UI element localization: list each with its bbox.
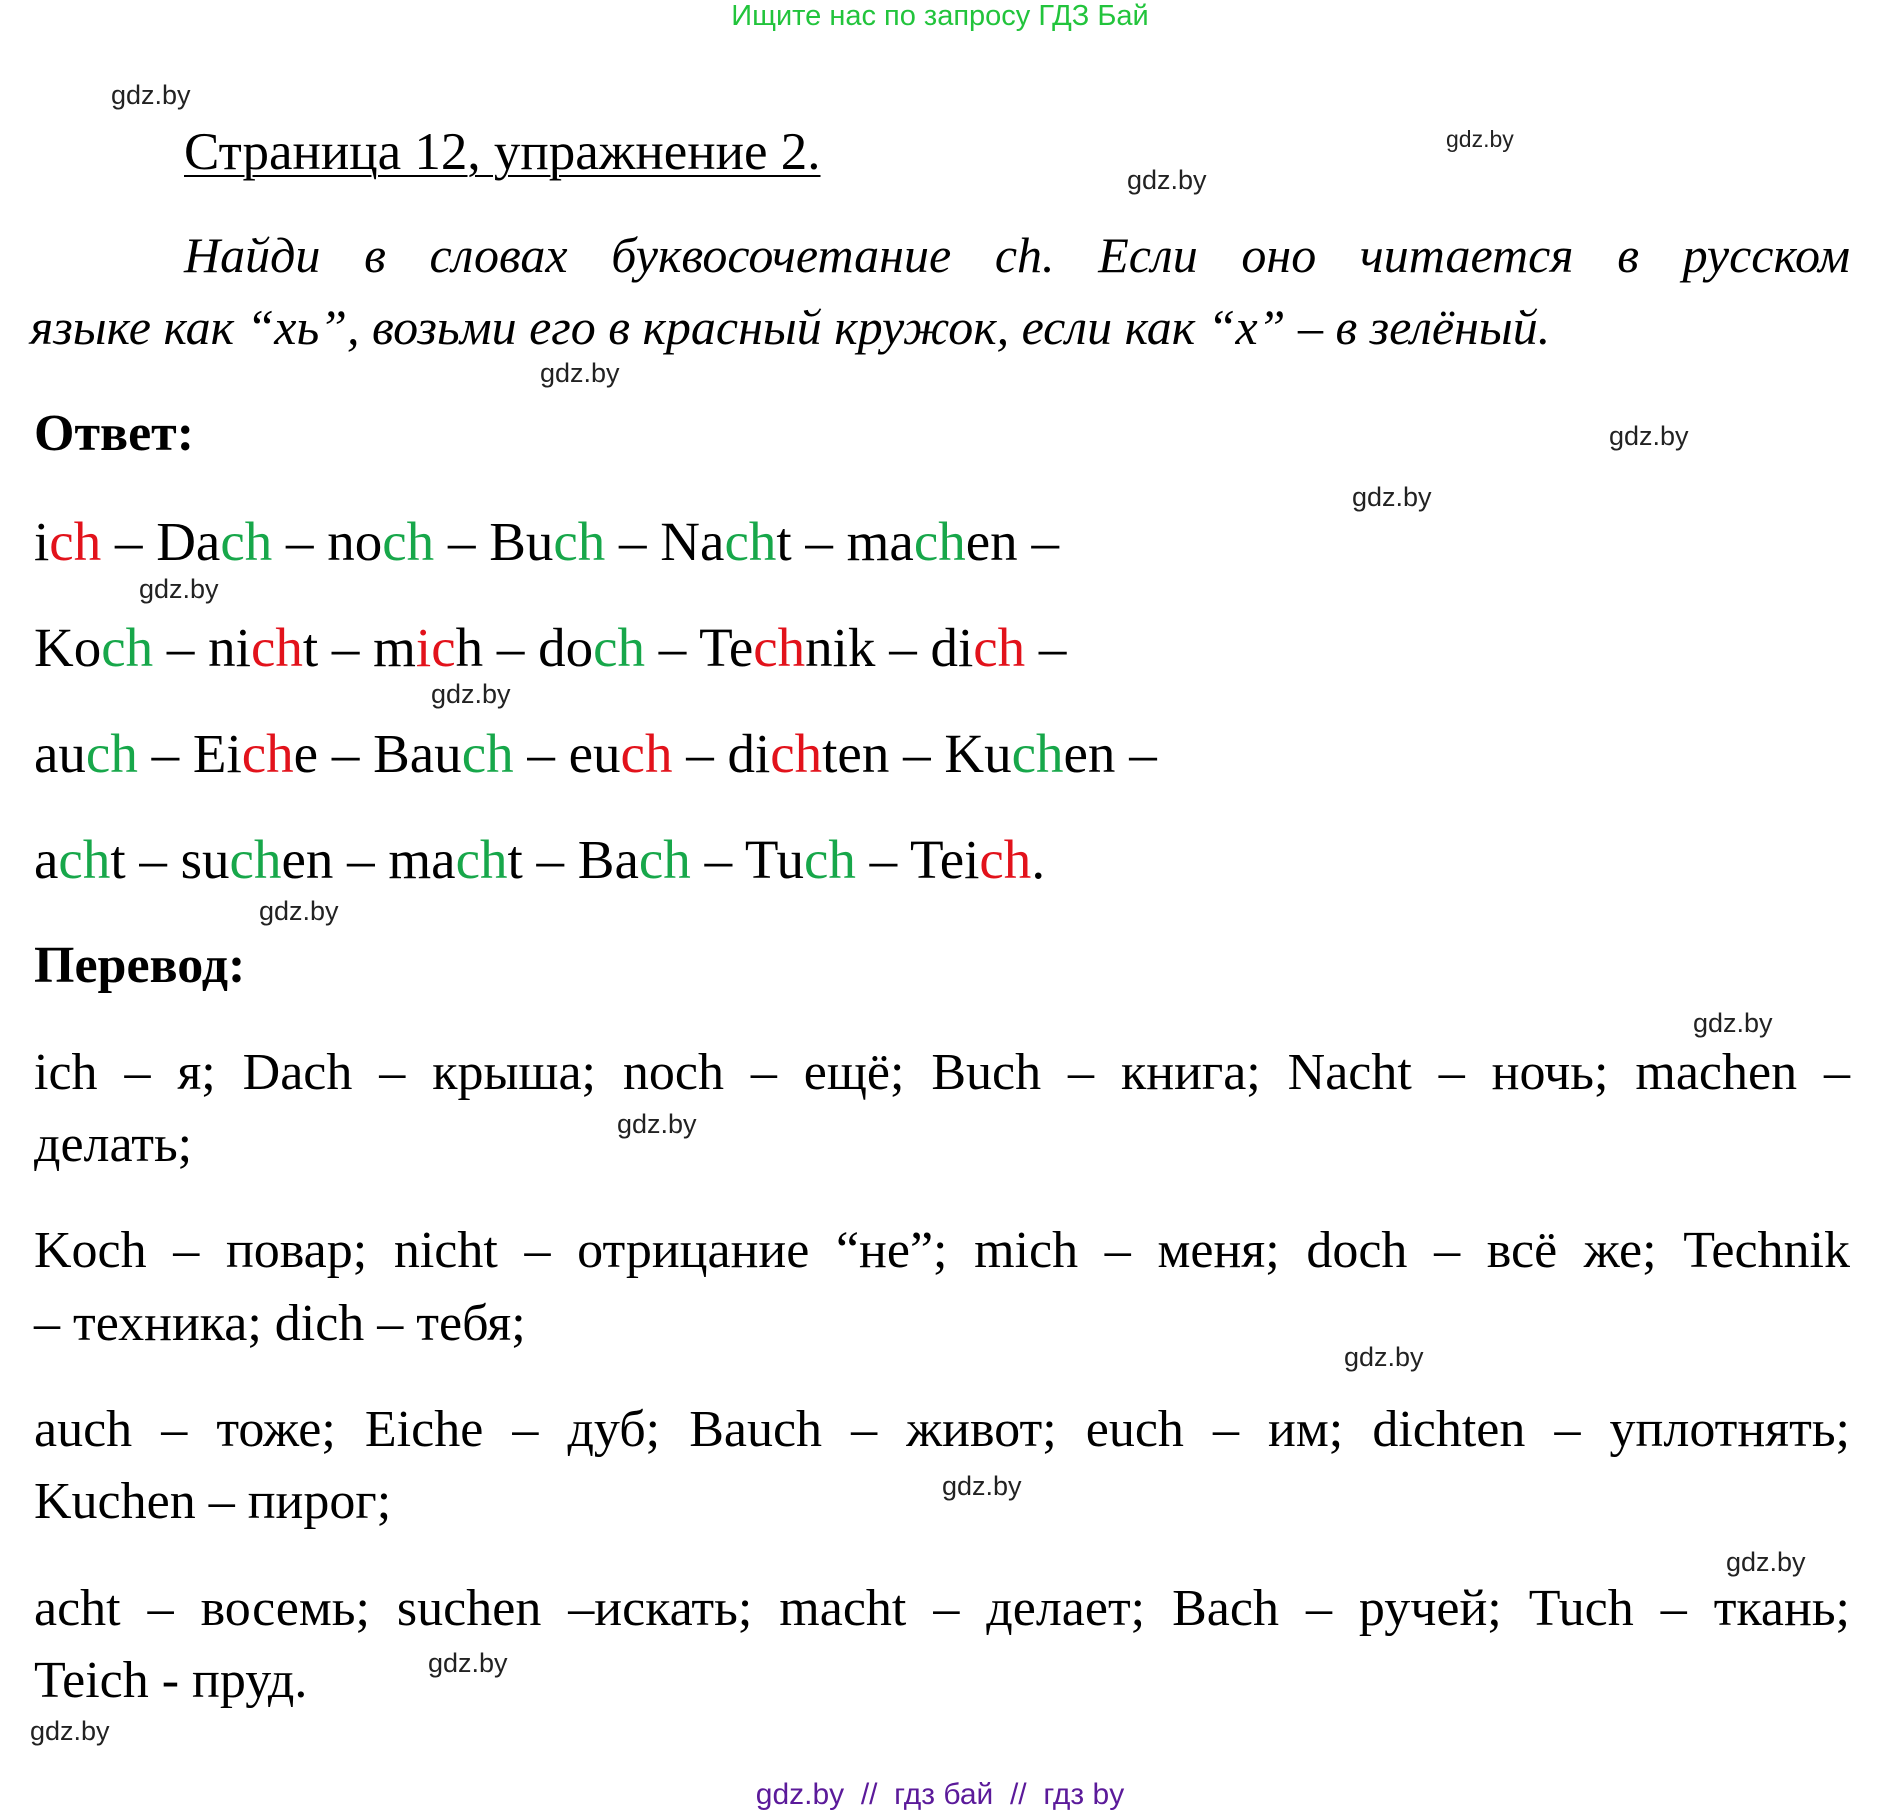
- watermark: gdz.by: [1693, 1008, 1773, 1038]
- word-part: di: [727, 723, 771, 784]
- highlight-green: ch: [638, 829, 691, 890]
- watermark: gdz.by: [942, 1471, 1022, 1501]
- highlight-green: ch: [220, 511, 273, 572]
- dash-separator: –: [318, 723, 374, 784]
- highlight-red: ch: [620, 723, 673, 784]
- answer-word: [538, 617, 645, 678]
- dash-separator: –: [318, 617, 374, 678]
- word-part: Da: [156, 511, 221, 572]
- highlight-green: ch: [1011, 723, 1064, 784]
- task-text-line-2: языке как “хь”, возьми его в красный кружок, если как “х” – в зелёный.: [30, 299, 1551, 355]
- word-part: Ku: [944, 723, 1012, 784]
- word-part: ma: [388, 829, 456, 890]
- watermark: gdz.by: [540, 358, 620, 388]
- dash-separator: –: [791, 511, 847, 572]
- watermark: gdz.by: [1127, 165, 1207, 195]
- translation-line: делать;: [34, 1116, 193, 1173]
- answer-word: [181, 829, 334, 890]
- word-part: Ba: [577, 829, 639, 890]
- page-title: Страница 12, упражнение 2.: [184, 123, 821, 181]
- highlight-red: ch: [49, 511, 102, 572]
- word-part: no: [327, 511, 383, 572]
- translation-line: acht – восемь; suchen –искать; macht – делает; Bach – ручей; Tuch – ткань;: [34, 1580, 1850, 1637]
- highlight-red: ch: [241, 723, 294, 784]
- word-part: Te: [699, 617, 754, 678]
- highlight-red: ch: [250, 617, 303, 678]
- translation-line: Koch – повар; nicht – отрицание “не”; mich – меня; doch – всё же; Technik: [34, 1222, 1850, 1279]
- word-part: nik: [805, 617, 876, 678]
- highlight-green: ch: [461, 723, 514, 784]
- dash-separator: –: [690, 829, 745, 890]
- word-part: t: [110, 829, 126, 890]
- answer-word: [373, 617, 483, 678]
- answer-heading: Ответ:: [34, 405, 195, 462]
- answer-line: [34, 828, 1045, 891]
- highlight-green: ch: [913, 511, 966, 572]
- word-part: di: [930, 617, 974, 678]
- highlight-green: ch: [724, 511, 777, 572]
- word-part: i: [34, 511, 50, 572]
- footer-links: gdz.by // гдз бай // гдз by: [755, 1778, 1125, 1811]
- answer-word: [373, 723, 514, 784]
- dash-separator: –: [101, 511, 157, 572]
- answer-word: [930, 617, 1025, 678]
- answer-word: [910, 829, 1031, 890]
- word-part: Na: [660, 511, 725, 572]
- word-part: su: [180, 829, 230, 890]
- word-part: Tei: [909, 829, 980, 890]
- watermark: gdz.by: [1446, 126, 1514, 152]
- word-part: t: [507, 829, 523, 890]
- word-part: Bau: [373, 723, 462, 784]
- watermark: gdz.by: [30, 1716, 110, 1746]
- answer-word: [727, 723, 889, 784]
- word-part: Bu: [489, 511, 554, 572]
- answer-word: [745, 829, 856, 890]
- answer-word: [156, 511, 272, 572]
- word-part: a: [34, 829, 59, 890]
- watermark: gdz.by: [431, 679, 511, 709]
- word-part: ni: [208, 617, 251, 678]
- watermark: gdz.by: [1726, 1547, 1806, 1577]
- word-part: en: [281, 829, 334, 890]
- translation-line: ich – я; Dach – крыша; noch – ещё; Buch – книга; Nacht – ночь; machen –: [34, 1044, 1850, 1101]
- answer-word: [34, 511, 101, 572]
- task-text-line-1: Найди в словах буквосочетание ch. Если оно читается в русском: [184, 227, 1850, 283]
- answer-word: [489, 511, 605, 572]
- dash-separator: –: [605, 511, 661, 572]
- word-part: eu: [568, 723, 621, 784]
- line-end: .: [1031, 829, 1046, 890]
- word-part: en: [965, 511, 1018, 572]
- translation-line: auch – тоже; Eiche – дуб; Bauch – живот; euch – им; dichten – уплотнять;: [34, 1401, 1850, 1458]
- word-part: ten: [822, 723, 890, 784]
- line-end: –: [1115, 723, 1157, 784]
- watermark: gdz.by: [1609, 421, 1689, 451]
- dash-separator: –: [645, 617, 700, 678]
- highlight-green: ch: [553, 511, 606, 572]
- dash-separator: –: [125, 829, 181, 890]
- line-end: –: [1017, 511, 1059, 572]
- answer-word: [660, 511, 791, 572]
- word-part: Tu: [744, 829, 804, 890]
- highlight-green: ch: [101, 617, 154, 678]
- watermark: gdz.by: [111, 80, 191, 110]
- answer-word: [578, 829, 691, 890]
- highlight-green: ch: [85, 723, 138, 784]
- answer-word: [569, 723, 673, 784]
- word-part: e: [293, 723, 319, 784]
- answer-word: [327, 511, 434, 572]
- word-part: ma: [846, 511, 914, 572]
- answer-word: [944, 723, 1115, 784]
- highlight-green: ch: [455, 829, 508, 890]
- answer-line: [34, 616, 1066, 679]
- answer-line: [34, 510, 1059, 573]
- word-part: t: [302, 617, 319, 678]
- watermark: gdz.by: [1344, 1342, 1424, 1372]
- dash-separator: –: [672, 723, 728, 784]
- answer-word: [34, 617, 153, 678]
- word-part: m: [373, 617, 416, 678]
- highlight-green: ch: [58, 829, 111, 890]
- watermark: gdz.by: [139, 574, 219, 604]
- highlight-green: ch: [382, 511, 435, 572]
- dash-separator: –: [875, 617, 931, 678]
- highlight-green: ch: [593, 617, 646, 678]
- answer-line: [34, 722, 1157, 785]
- word-part: t: [776, 511, 792, 572]
- highlight-green: ch: [229, 829, 282, 890]
- dash-separator: –: [272, 511, 328, 572]
- watermark: gdz.by: [617, 1109, 697, 1139]
- word-part: au: [34, 723, 86, 784]
- translation-line: – техника; dich – тебя;: [34, 1295, 526, 1352]
- answer-word: [847, 511, 1018, 572]
- search-banner: Ищите нас по запросу ГДЗ Бай: [731, 0, 1149, 32]
- dash-separator: –: [513, 723, 569, 784]
- translation-heading: Перевод:: [34, 937, 246, 994]
- highlight-red: ic: [415, 617, 456, 678]
- word-part: en: [1063, 723, 1116, 784]
- highlight-red: ch: [770, 723, 823, 784]
- dash-separator: –: [522, 829, 578, 890]
- answer-word: [699, 617, 875, 678]
- highlight-green: ch: [804, 829, 856, 890]
- line-end: –: [1025, 617, 1067, 678]
- watermark: gdz.by: [428, 1648, 508, 1678]
- word-part: h: [455, 617, 484, 678]
- word-part: Ei: [192, 723, 242, 784]
- highlight-red: ch: [753, 617, 806, 678]
- dash-separator: –: [153, 617, 209, 678]
- translation-line: Kuchen – пирог;: [34, 1473, 392, 1530]
- dash-separator: –: [483, 617, 539, 678]
- dash-separator: –: [434, 511, 490, 572]
- word-part: Ko: [34, 617, 102, 678]
- answer-word: [388, 829, 522, 890]
- dash-separator: –: [889, 723, 945, 784]
- highlight-red: ch: [979, 829, 1032, 890]
- dash-separator: –: [137, 723, 193, 784]
- watermark: gdz.by: [259, 896, 339, 926]
- answer-word: [193, 723, 318, 784]
- translation-line: Teich - пруд.: [34, 1652, 308, 1709]
- answer-word: [208, 617, 318, 678]
- word-part: do: [538, 617, 594, 678]
- answer-word: [34, 829, 126, 890]
- watermark: gdz.by: [1352, 482, 1432, 512]
- dash-separator: –: [333, 829, 389, 890]
- highlight-red: ch: [973, 617, 1026, 678]
- dash-separator: –: [855, 829, 910, 890]
- answer-word: [34, 723, 138, 784]
